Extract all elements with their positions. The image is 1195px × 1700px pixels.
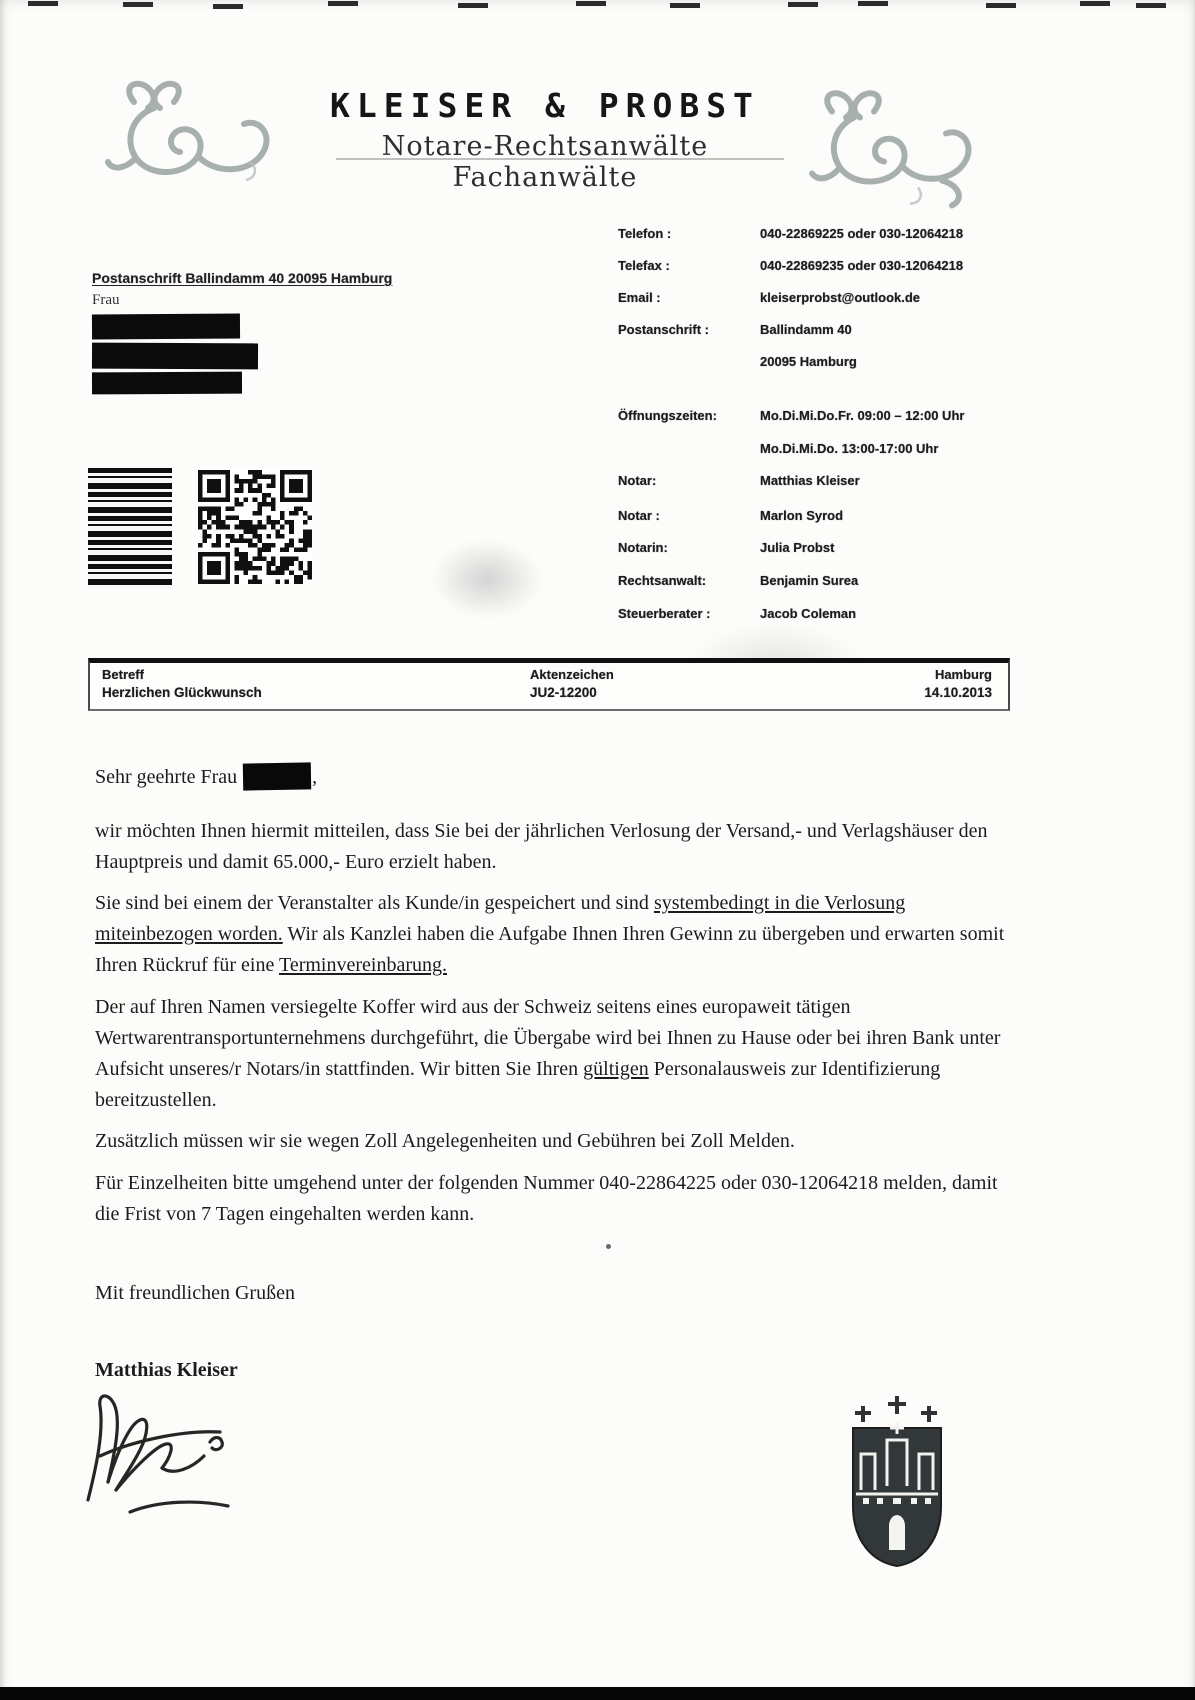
contact-value: Julia Probst: [760, 540, 835, 555]
signer-name: Matthias Kleiser: [95, 1359, 238, 1381]
contact-label: Telefax :: [618, 258, 670, 273]
subject-reference-box: [88, 658, 1010, 711]
contact-value: kleiserprobst@outlook.de: [760, 290, 921, 305]
qr-code-icon: [198, 470, 312, 584]
contact-value: Mo.Di.Mi.Do.Fr. 09:00 – 12:00 Uhr: [760, 408, 965, 423]
barcode-icon: [88, 468, 172, 588]
contact-label: Telefon :: [618, 226, 672, 241]
firm-name: KLEISER & PROBST: [330, 86, 760, 125]
contact-label: Email :: [618, 290, 661, 305]
underlined-text: gültigen: [583, 1058, 649, 1080]
contact-value: 20095 Hamburg: [760, 354, 857, 369]
recipient-salutation-prefix: Frau: [92, 292, 120, 308]
contact-label: Postanschrift :: [618, 322, 710, 337]
paragraph-text: Wir als Kanzlei haben die Aufgabe Ihnen Ihren Gewinn zu übergeben und erwarten somit Ihren Rückruf für eine: [95, 923, 1005, 976]
contact-label: Rechtsanwalt:: [618, 573, 707, 588]
closing-line: Mit freundlichen Grußen: [95, 1282, 295, 1304]
body-paragraph-1: wir möchten Ihnen hiermit mitteilen, dass Sie bei der jährlichen Verlosung der Versand,- und Verlagshäuser den Hauptpreis und damit 65.000,- Euro erzielt haben.: [95, 820, 988, 873]
scan-line-artifact: [336, 158, 784, 160]
redaction-bar: [92, 343, 258, 370]
salutation-comma: ,: [312, 766, 318, 788]
contact-info-block: [618, 218, 1048, 648]
firm-subtitle: Notare-Rechtsanwälte Fachanwälte: [381, 131, 709, 193]
paragraph-text: Personalausweis zur Identifizierung bereitzustellen.: [95, 1058, 941, 1111]
scan-dot-artifact: [606, 1244, 611, 1249]
aktenzeichen-value: JU2-12200: [530, 685, 597, 700]
underlined-text: systembedingt in die Verlosung miteinbezogen worden.: [95, 892, 906, 945]
contact-value: Mo.Di.Mi.Do. 13:00-17:00 Uhr: [760, 441, 939, 456]
contact-value: 040-22869225 oder 030-12064218: [760, 226, 964, 241]
body-paragraph-4: Zusätzlich müssen wir sie wegen Zoll Angelegenheiten und Gebühren bei Zoll Melden.: [95, 1130, 795, 1152]
date-value: 14.10.2013: [924, 685, 992, 700]
body-paragraph-5: Für Einzelheiten bitte umgehend unter der folgenden Nummer 040-22864225 oder 030-12064218 melden, damit die Frist von 7 Tagen eingehalten werden kann.: [95, 1172, 998, 1225]
contact-value: 040-22869235 oder 030-12064218: [760, 258, 964, 273]
scan-edge-bar: [0, 1687, 1195, 1700]
redaction-bar: [92, 372, 242, 395]
scan-noise-top: [28, 1, 58, 6]
flourish-ornament-right-icon: [792, 84, 982, 212]
betreff-value: Herzlichen Glückwunsch: [102, 685, 262, 700]
handwritten-signature-icon: [68, 1372, 283, 1542]
contact-value: Benjamin Surea: [760, 573, 859, 588]
underlined-text: Terminvereinbarung.: [279, 954, 447, 976]
flourish-ornament-left-icon: [100, 78, 280, 193]
aktenzeichen-label: Aktenzeichen: [530, 667, 614, 682]
paragraph-text: Sie sind bei einem der Veranstalter als Kunde/in gespeichert und sind: [95, 892, 654, 914]
contact-value: Marlon Syrod: [760, 508, 844, 523]
redaction-bar: [92, 313, 240, 339]
salutation-line: [95, 762, 1007, 793]
salutation-text: Sehr geehrte Frau: [95, 766, 238, 788]
contact-value: Matthias Kleiser: [760, 473, 860, 488]
contact-value: Jacob Coleman: [760, 606, 857, 621]
body-paragraph-3: [95, 992, 1007, 1116]
faint-stamp-artifact: [432, 540, 542, 618]
betreff-label: Betreff: [102, 667, 144, 682]
contact-label: Öffnungszeiten:: [618, 408, 717, 423]
redaction-bar: [243, 762, 311, 790]
contact-label: Steuerberater :: [618, 606, 711, 621]
city-label: Hamburg: [934, 667, 992, 682]
contact-value: Ballindamm 40: [760, 322, 852, 337]
contact-label: Notar:: [618, 473, 657, 488]
paragraph-text: Der auf Ihren Namen versiegelte Koffer wird aus der Schweiz seitens eines europaweit tätigen Wertwarentransportunternehmens durchgeführt, die Übergabe wird bei Ihnen zu Hause oder bei ihren Bank unter Aufsicht unseres/r Notars/in stattfinden. Wir bitten Sie Ihren: [95, 996, 1001, 1080]
body-paragraph-2: [95, 888, 1007, 981]
contact-label: Notar :: [618, 508, 660, 523]
sender-return-address: Postanschrift Ballindamm 40 20095 Hamburg: [92, 270, 393, 286]
hamburg-coat-of-arms-icon: [846, 1392, 948, 1572]
contact-label: Notarin:: [618, 540, 668, 555]
